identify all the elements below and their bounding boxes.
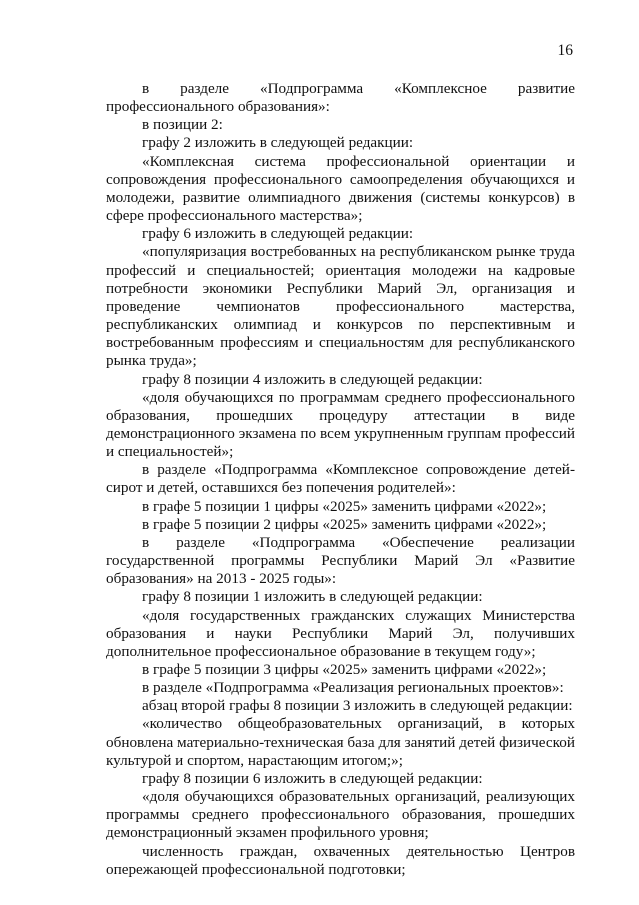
paragraph: в позиции 2: xyxy=(142,116,223,134)
paragraph: в разделе «Подпрограмма «Реализация региональных проектов»: xyxy=(142,679,564,697)
paragraph: графу 8 позиции 4 изложить в следующей редакции: xyxy=(142,370,483,388)
paragraph: в графе 5 позиции 2 цифры «2025» заменить цифрами «2022»; xyxy=(142,515,547,533)
paragraph: «количество общеобразовательных организаций, в которых обновлена материально-техническая база для занятий детей физической культурой и спортом, нарастающим итогом;»; xyxy=(106,715,575,769)
paragraph: графу 8 позиции 6 изложить в следующей редакции: xyxy=(142,769,483,787)
paragraph: графу 2 изложить в следующей редакции: xyxy=(142,134,414,152)
paragraph: «доля обучающихся по программам среднего профессионального образования, прошедших процедуру аттестации в виде демонстрационного экзамена по всем укрупненным группам профессий и специальностей»; xyxy=(106,388,575,461)
paragraph: в разделе «Подпрограмма «Комплексное развитие профессионального образования»: xyxy=(106,80,575,116)
paragraph: графу 8 позиции 1 изложить в следующей редакции: xyxy=(142,588,483,606)
paragraph: «Комплексная система профессиональной ориентации и сопровождения профессионального самоопределения обучающихся и молодежи, развитие олимпиадного движения (системы конкурсов) в сфере профессионального мастерства»; xyxy=(106,152,575,225)
paragraph: в графе 5 позиции 3 цифры «2025» заменить цифрами «2022»; xyxy=(142,661,547,678)
paragraph: «доля государственных гражданских служащих Министерства образования и науки Республики Марий Эл, получивших дополнительное профессиональное образование в текущем году»; xyxy=(106,606,575,660)
paragraph: «доля обучающихся образовательных организаций, реализующих программы среднего профессионального образования, прошедших демонстрационный экзамен профильного уровня; xyxy=(106,788,575,842)
paragraph: численность граждан, охваченных деятельностью Центров опережающей профессиональной подготовки; xyxy=(106,842,575,878)
paragraph: в разделе «Подпрограмма «Комплексное сопровождение детей-сирот и детей, оставшихся без попечения родителей»: xyxy=(106,461,575,497)
page-number: 16 xyxy=(557,42,573,59)
paragraph: «популяризация востребованных на республиканском рынке труда профессий и специальностей; ориентация молодежи на кадровые потребности экономики Республики Марий Эл, организация и проведение чемпионатов профессионального мастерства, республиканских олимпиад и конкурсов по перспективным и востребованным профессиям и специальностям для республиканского рынка труда»; xyxy=(106,243,575,370)
paragraph: абзац второй графы 8 позиции 3 изложить в следующей редакции: xyxy=(142,697,573,715)
document-body xyxy=(106,80,575,879)
paragraph: в графе 5 позиции 1 цифры «2025» заменить цифрами «2022»; xyxy=(142,497,547,515)
paragraph: в разделе «Подпрограмма «Обеспечение реализации государственной программы Республики Марий Эл «Развитие образования» на 2013 - 2025 годы»: xyxy=(106,533,575,588)
paragraph: графу 6 изложить в следующей редакции: xyxy=(142,225,414,243)
